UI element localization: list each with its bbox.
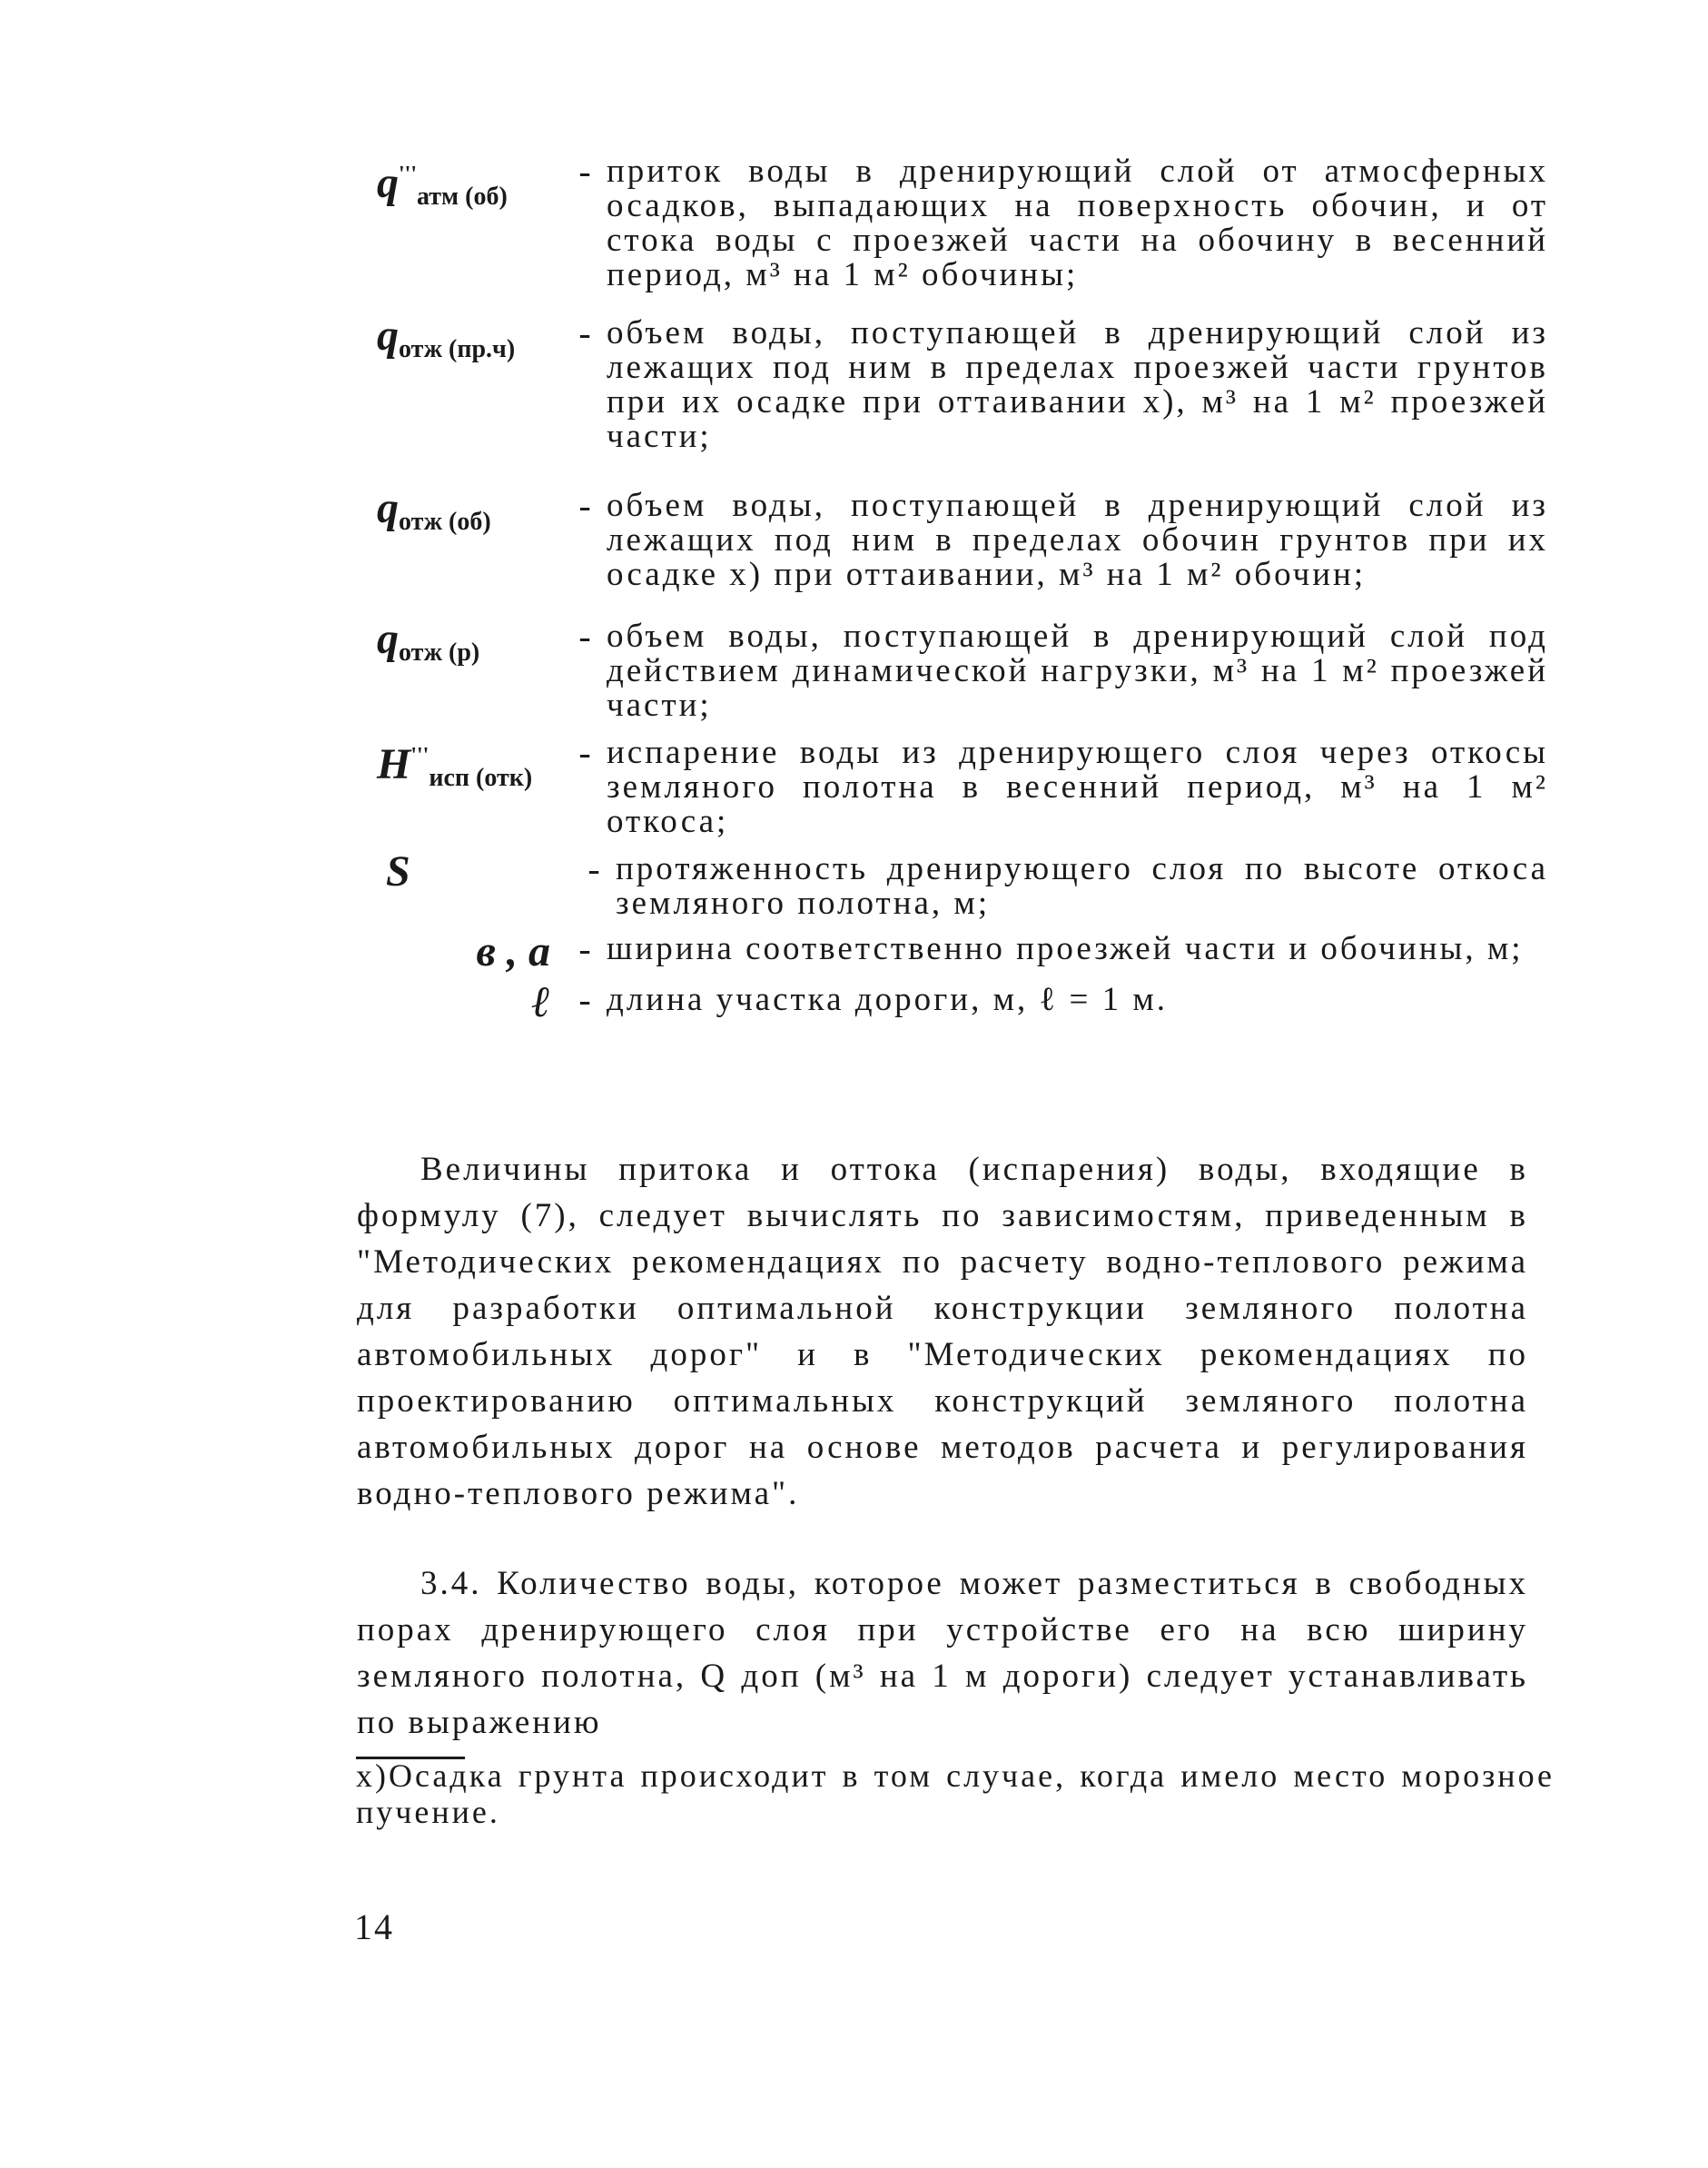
definition-symbol: $q_{отж (об)}$ [377, 484, 491, 536]
definition-dash: - [578, 732, 591, 773]
paragraph-text: Величины притока и оттока (испарения) воды, входящие в формулу (7), следует вычислять по зависимостям, приведенным в "Методических рекомендациях по расчету водно-теплового режима для разработки оптимальной конструкции земляного полотна автомобильных дорог" и в "Методических рекомендациях по проектированию оптимальных конструкций земляного полотна автомобильных дорог на основе методов расчета и регулирования водно-теплового режима". [357, 1151, 1528, 1512]
definition-item [377, 847, 1548, 922]
definition-dash: - [578, 485, 591, 526]
definition-text: объем воды, поступающей в дренирующий слой из лежащих под ним в пределах проезжей части грунтов при их осадке при оттаивании x), м³ на 1 м² проезжей части; [607, 314, 1548, 455]
definition-symbol: $q'''_{атм (об)}$ [377, 159, 508, 211]
definition-symbol: ℓ [531, 978, 550, 1026]
page-number: 14 [354, 1906, 394, 1947]
definition-dash: - [578, 616, 591, 657]
definition-dash: - [578, 979, 591, 1020]
definitions-list [377, 151, 1548, 1044]
definition-text: ширина соответственно проезжей части и обочины, м; [607, 930, 1524, 967]
definition-item [377, 151, 1548, 293]
body-paragraph [357, 1146, 1528, 1517]
definition-symbol: в , а [476, 927, 550, 975]
definition-symbol: $q_{отж (р)}$ [377, 615, 480, 667]
paragraph-text: 3.4. Количество воды, которое может разместиться в свободных порах дренирующего слоя при устройстве его на всю ширину земляного полотна, Q доп (м³ на 1 м дороги) следует устанавливать по выражению [357, 1565, 1528, 1741]
definition-dash: - [578, 312, 591, 353]
definition-item [377, 732, 1548, 840]
definition-item [377, 615, 1548, 724]
definition-text: протяженность дренирующего слоя по высоте откоса земляного полотна, м; [616, 850, 1548, 922]
footnote: x)Осадка грунта происходит в том случае, когда имело место морозное пучение. [356, 1757, 1555, 1830]
definition-text: приток воды в дренирующий слой от атмосферных осадков, выпадающих на поверхность обочин, и от стока воды с проезжей части на обочину в весенний период, м³ на 1 м² обочины; [607, 153, 1548, 293]
definition-text: длина участка дороги, м, ℓ = 1 м. [607, 981, 1168, 1018]
definition-item [377, 978, 1548, 1026]
definition-symbol: S [386, 847, 410, 896]
definition-text: испарение воды из дренирующего слоя через откосы земляного полотна в весенний период, м³ на 1 м² откоса; [607, 734, 1548, 840]
definition-item [377, 484, 1548, 593]
definition-symbol: $q_{отж (пр.ч)}$ [377, 312, 516, 363]
body-paragraph [357, 1560, 1528, 1746]
definition-dash: - [587, 848, 600, 889]
definition-text: объем воды, поступающей в дренирующий слой под действием динамической нагрузки, м³ на 1 м² проезжей части; [607, 618, 1548, 724]
definition-item [377, 927, 1548, 975]
definition-dash: - [578, 928, 591, 969]
definition-symbol: $H'''_{исп (отк)}$ [377, 740, 533, 792]
definition-dash: - [578, 151, 591, 192]
definition-item [377, 312, 1548, 455]
definition-text: объем воды, поступающей в дренирующий слой из лежащих под ним в пределах обочин грунтов при их осадке x) при оттаивании, м³ на 1 м² обочин; [607, 487, 1548, 593]
